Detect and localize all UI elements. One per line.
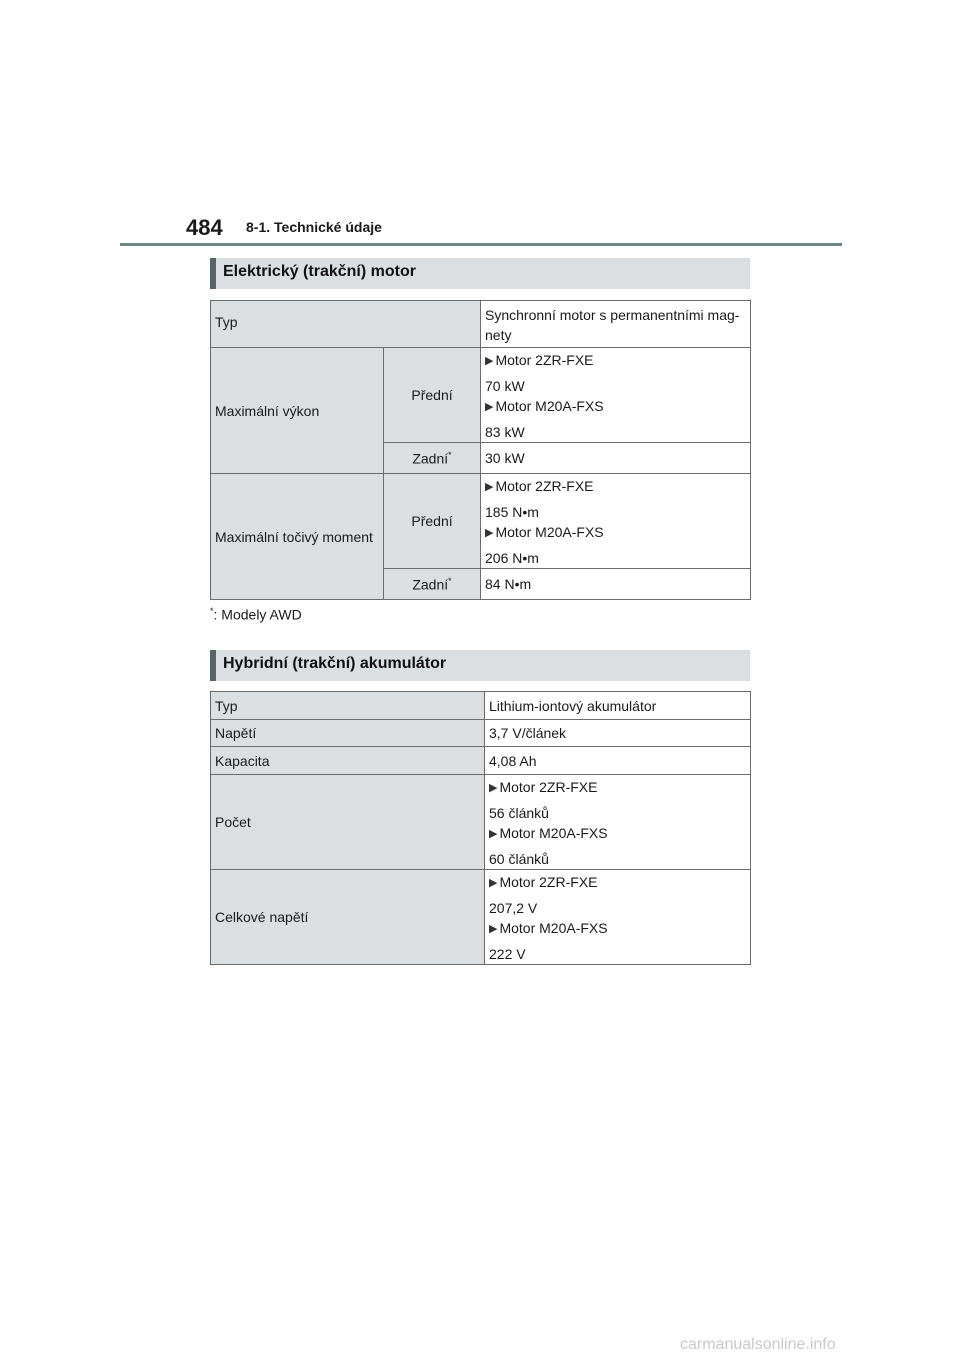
- table-row: [211, 747, 751, 775]
- table-row: [211, 474, 751, 569]
- motor-type-value: Synchronní motor s permanentními mag- nety: [481, 301, 751, 348]
- motor-heading-bar: [210, 258, 750, 289]
- battery-spec-table: [210, 691, 751, 965]
- table-row: [211, 870, 751, 965]
- torque-rear-label: Zadní*: [384, 569, 481, 600]
- arrow-right-icon: ▶: [489, 828, 498, 840]
- footnote: *: Modely AWD: [210, 606, 302, 623]
- motor-spec-table: [210, 300, 751, 600]
- table-row: [211, 692, 751, 720]
- battery-heading-bar: [210, 650, 750, 681]
- torque-front-label: Přední: [384, 474, 481, 569]
- torque-label: Maximální točivý moment: [211, 474, 384, 600]
- power-rear-label: Zadní*: [384, 443, 481, 474]
- table-row: [211, 301, 751, 348]
- torque-front-value: ▶ Motor 2ZR-FXE 185 N•m ▶ Motor M20A-FXS 206 N•m: [481, 474, 751, 569]
- motor-heading: Elektrický (trakční) motor: [223, 263, 416, 280]
- header-rule: [120, 243, 842, 246]
- capacity-value: 4,08 Ah: [485, 747, 751, 775]
- arrow-right-icon: ▶: [489, 923, 498, 935]
- power-front-label: Přední: [384, 348, 481, 443]
- table-row: [211, 775, 751, 870]
- count-value: ▶ Motor 2ZR-FXE 56 článků ▶ Motor M20A-FXS 60 článků: [485, 775, 751, 870]
- torque-rear-value: 84 N•m: [481, 569, 751, 600]
- page-number: 484: [186, 215, 223, 240]
- arrow-right-icon: ▶: [485, 481, 494, 493]
- total-voltage-label: Celkové napětí: [211, 870, 485, 965]
- power-label: Maximální výkon: [211, 348, 384, 474]
- table-row: [211, 348, 751, 443]
- voltage-label: Napětí: [211, 720, 485, 747]
- battery-heading: Hybridní (trakční) akumulátor: [223, 655, 447, 672]
- arrow-right-icon: ▶: [489, 877, 498, 889]
- arrow-right-icon: ▶: [489, 782, 498, 794]
- watermark: carmanualsonline.info: [680, 1336, 836, 1353]
- count-label: Počet: [211, 775, 485, 870]
- arrow-right-icon: ▶: [485, 527, 494, 539]
- capacity-label: Kapacita: [211, 747, 485, 775]
- voltage-value: 3,7 V/článek: [485, 720, 751, 747]
- section-title: 8-1. Technické údaje: [246, 219, 382, 235]
- motor-type-label: Typ: [211, 301, 481, 348]
- power-front-value: ▶ Motor 2ZR-FXE 70 kW ▶ Motor M20A-FXS 83 kW: [481, 348, 751, 443]
- battery-type-label: Typ: [211, 692, 485, 720]
- battery-type-value: Lithium-iontový akumulátor: [485, 692, 751, 720]
- table-row: [211, 720, 751, 747]
- arrow-right-icon: ▶: [485, 355, 494, 367]
- total-voltage-value: ▶ Motor 2ZR-FXE 207,2 V ▶ Motor M20A-FXS 222 V: [485, 870, 751, 965]
- power-rear-value: 30 kW: [481, 443, 751, 474]
- arrow-right-icon: ▶: [485, 401, 494, 413]
